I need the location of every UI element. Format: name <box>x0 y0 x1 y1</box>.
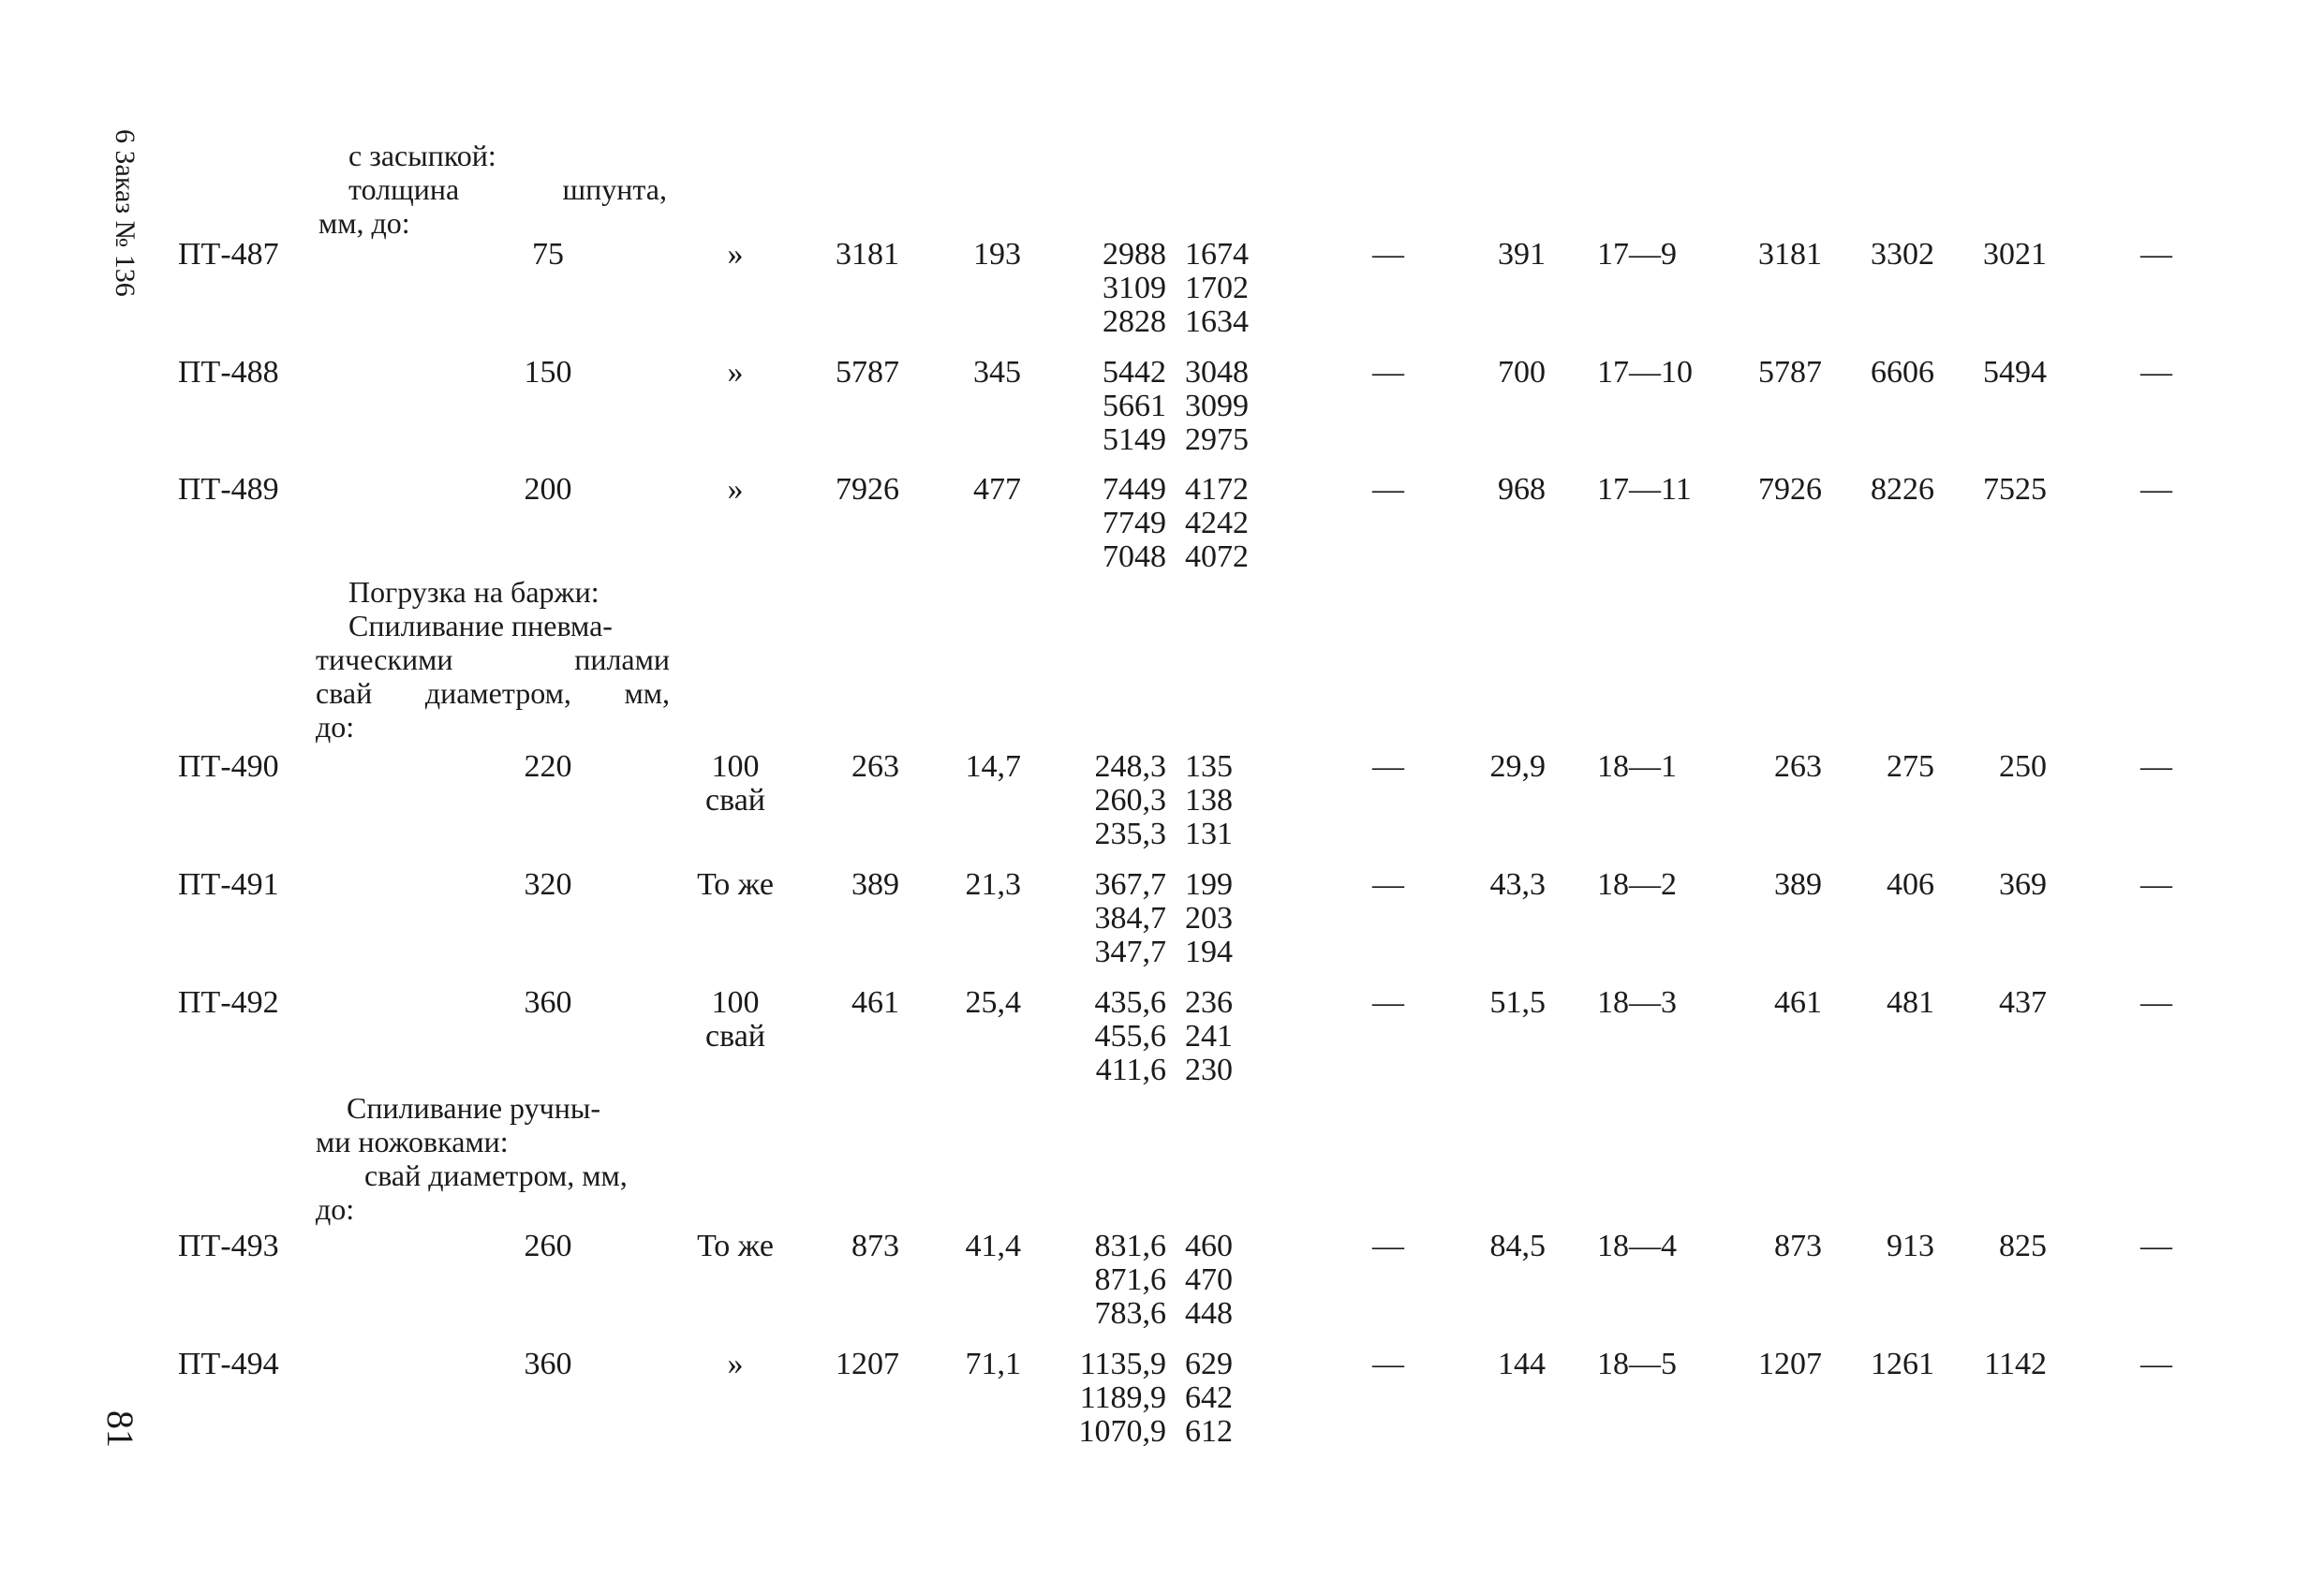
row-value-c10: 825 <box>1999 1229 2047 1263</box>
row-value-c4 <box>1185 986 1260 1087</box>
row-parameter: 220 <box>524 749 572 784</box>
row-value-c9: 8226 <box>1871 472 1934 507</box>
stacked-value: 783,6 <box>1094 1296 1166 1331</box>
stacked-value: 1634 <box>1185 304 1249 339</box>
stacked-value: 1702 <box>1185 271 1249 305</box>
stacked-value: 5442 <box>1103 355 1166 390</box>
row-value-c10: 7525 <box>1983 472 2047 507</box>
row-value-c9: 406 <box>1887 867 1934 902</box>
row-value-c6: 700 <box>1498 355 1546 390</box>
row-value-c8: 461 <box>1774 985 1822 1020</box>
stacked-value: 367,7 <box>1094 867 1166 902</box>
row-value-c5: — <box>1372 237 1404 272</box>
stacked-value: 411,6 <box>1095 1053 1166 1087</box>
row-value-c10: 437 <box>1999 985 2047 1020</box>
row-value-c3 <box>1035 750 1166 851</box>
row-value-c9: 3302 <box>1871 237 1934 272</box>
row-unit: То же <box>697 1229 774 1263</box>
row-value-c5: — <box>1372 472 1404 507</box>
row-parameter: 320 <box>524 867 572 902</box>
row-value-c7: 18—2 <box>1597 867 1677 902</box>
row-value-c1: 3181 <box>836 237 899 272</box>
row-value-c6: 84,5 <box>1489 1229 1546 1263</box>
row-value-c5: — <box>1372 749 1404 784</box>
stacked-value: 347,7 <box>1094 935 1166 969</box>
row-value-c8: 873 <box>1774 1229 1822 1263</box>
stacked-value: 612 <box>1185 1414 1233 1449</box>
row-value-c5: — <box>1372 355 1404 390</box>
row-code: ПТ-488 <box>178 355 279 390</box>
stacked-value: 460 <box>1185 1229 1233 1263</box>
row-value-c3 <box>1035 473 1166 574</box>
row-value-c1: 7926 <box>836 472 899 507</box>
row-value-c10: 3021 <box>1983 237 2047 272</box>
row-value-c11: — <box>2140 1347 2172 1381</box>
stacked-value: 1189,9 <box>1079 1380 1166 1415</box>
stacked-value: 5149 <box>1103 422 1166 457</box>
row-parameter: 200 <box>524 472 572 507</box>
row-value-c4 <box>1185 473 1260 574</box>
row-value-c3 <box>1035 986 1166 1087</box>
row-value-c10: 369 <box>1999 867 2047 902</box>
row-value-c2: 41,4 <box>965 1229 1021 1263</box>
section-line: свай диаметром, мм, <box>364 1158 628 1192</box>
row-code: ПТ-490 <box>178 749 279 784</box>
row-value-c6: 391 <box>1498 237 1546 272</box>
stacked-value: 4072 <box>1185 539 1249 574</box>
row-value-c7: 18—1 <box>1597 749 1677 784</box>
row-unit: » <box>727 355 744 390</box>
row-value-c9: 275 <box>1887 749 1934 784</box>
stacked-value: 235,3 <box>1094 817 1166 851</box>
order-note: 6 Заказ № 136 <box>110 129 141 297</box>
stacked-value: 199 <box>1185 867 1233 902</box>
row-value-c7: 18—3 <box>1597 985 1677 1020</box>
stacked-value: 260,3 <box>1094 783 1166 818</box>
stacked-value: 230 <box>1185 1053 1233 1087</box>
row-unit: » <box>727 1347 744 1381</box>
stacked-value: 203 <box>1185 901 1233 936</box>
row-value-c5: — <box>1372 1347 1404 1381</box>
row-value-c9: 913 <box>1887 1229 1934 1263</box>
row-unit: То же <box>697 867 774 902</box>
row-parameter: 360 <box>524 1347 572 1381</box>
row-value-c11: — <box>2140 867 2172 902</box>
stacked-value: 131 <box>1185 817 1233 851</box>
row-code: ПТ-494 <box>178 1347 279 1381</box>
row-code: ПТ-492 <box>178 985 279 1020</box>
row-value-c2: 345 <box>973 355 1021 390</box>
section-header-backfill <box>318 139 667 240</box>
row-value-c8: 7926 <box>1758 472 1822 507</box>
section-line: свай диаметром, мм, <box>316 676 670 710</box>
stacked-value: 4172 <box>1185 472 1249 507</box>
row-value-c1: 5787 <box>836 355 899 390</box>
row-value-c8: 389 <box>1774 867 1822 902</box>
row-value-c3 <box>1035 238 1166 339</box>
row-value-c5: — <box>1372 985 1404 1020</box>
row-value-c8: 3181 <box>1758 237 1822 272</box>
stacked-value: 435,6 <box>1094 985 1166 1020</box>
row-value-c6: 29,9 <box>1489 749 1546 784</box>
row-value-c3 <box>1035 868 1166 969</box>
section-line: толщина шпунта, <box>348 172 667 206</box>
row-value-c11: — <box>2140 237 2172 272</box>
section-line: мм, до: <box>318 206 410 240</box>
stacked-value: 2975 <box>1185 422 1249 457</box>
stacked-value: 4242 <box>1185 506 1249 540</box>
stacked-value: 5661 <box>1103 389 1166 423</box>
stacked-value: 7749 <box>1103 506 1166 540</box>
row-value-c8: 1207 <box>1758 1347 1822 1381</box>
stacked-value: 448 <box>1185 1296 1233 1331</box>
row-value-c4 <box>1185 1348 1260 1449</box>
row-value-c7: 18—5 <box>1597 1347 1677 1381</box>
row-value-c3 <box>1035 1230 1166 1331</box>
row-value-c1: 1207 <box>836 1347 899 1381</box>
row-value-c7: 17—10 <box>1597 355 1693 390</box>
section-line: до: <box>316 1192 355 1226</box>
stacked-value: 7449 <box>1103 472 1166 507</box>
stacked-value: 2828 <box>1103 304 1166 339</box>
row-value-c5: — <box>1372 1229 1404 1263</box>
stacked-value: 138 <box>1185 783 1233 818</box>
row-value-c6: 968 <box>1498 472 1546 507</box>
row-value-c4 <box>1185 1230 1260 1331</box>
row-value-c9: 481 <box>1887 985 1934 1020</box>
stacked-value: 871,6 <box>1094 1262 1166 1297</box>
stacked-value: 1135,9 <box>1079 1347 1166 1381</box>
stacked-value: 241 <box>1185 1019 1233 1054</box>
row-value-c1: 873 <box>851 1229 899 1263</box>
stacked-value: 3048 <box>1185 355 1249 390</box>
row-value-c10: 250 <box>1999 749 2047 784</box>
stacked-value: 384,7 <box>1094 901 1166 936</box>
section-line: с засыпкой: <box>348 139 496 172</box>
row-parameter: 75 <box>532 237 564 272</box>
row-value-c4 <box>1185 356 1260 457</box>
page-number: 81 <box>99 1410 141 1448</box>
row-unit: 100 свай <box>705 749 765 818</box>
row-code: ПТ-493 <box>178 1229 279 1263</box>
row-value-c7: 17—11 <box>1597 472 1692 507</box>
row-value-c2: 477 <box>973 472 1021 507</box>
row-value-c4 <box>1185 750 1260 851</box>
stacked-value: 2988 <box>1103 237 1166 272</box>
section-line: ми ножовками: <box>316 1125 509 1158</box>
stacked-value: 236 <box>1185 985 1233 1020</box>
section-line: Спиливание пневма- <box>348 609 613 642</box>
row-code: ПТ-487 <box>178 237 279 272</box>
row-value-c11: — <box>2140 749 2172 784</box>
row-value-c7: 17—9 <box>1597 237 1677 272</box>
row-value-c6: 51,5 <box>1489 985 1546 1020</box>
row-value-c2: 21,3 <box>965 867 1021 902</box>
row-value-c4 <box>1185 868 1260 969</box>
row-value-c9: 6606 <box>1871 355 1934 390</box>
row-unit: » <box>727 472 744 507</box>
stacked-value: 135 <box>1185 749 1233 784</box>
row-value-c3 <box>1035 1348 1166 1449</box>
row-value-c8: 5787 <box>1758 355 1822 390</box>
row-value-c8: 263 <box>1774 749 1822 784</box>
row-value-c11: — <box>2140 1229 2172 1263</box>
row-value-c4 <box>1185 238 1260 339</box>
row-parameter: 360 <box>524 985 572 1020</box>
row-value-c11: — <box>2140 355 2172 390</box>
stacked-value: 7048 <box>1103 539 1166 574</box>
row-value-c3 <box>1035 356 1166 457</box>
stacked-value: 1070,9 <box>1078 1414 1166 1449</box>
stacked-value: 470 <box>1185 1262 1233 1297</box>
section-header-hand-saw <box>316 1091 670 1226</box>
section-line: тическими пилами <box>316 642 670 676</box>
row-unit: 100 свай <box>705 985 765 1054</box>
row-value-c1: 263 <box>851 749 899 784</box>
stacked-value: 455,6 <box>1094 1019 1166 1054</box>
section-line: до: <box>316 710 355 744</box>
row-value-c11: — <box>2140 472 2172 507</box>
row-code: ПТ-491 <box>178 867 279 902</box>
section-header-barge-loading <box>316 575 670 744</box>
row-value-c9: 1261 <box>1871 1347 1934 1381</box>
stacked-value: 831,6 <box>1094 1229 1166 1263</box>
row-code: ПТ-489 <box>178 472 279 507</box>
row-value-c6: 144 <box>1498 1347 1546 1381</box>
row-value-c7: 18—4 <box>1597 1229 1677 1263</box>
stacked-value: 3099 <box>1185 389 1249 423</box>
stacked-value: 1674 <box>1185 237 1249 272</box>
row-value-c2: 14,7 <box>965 749 1021 784</box>
row-value-c10: 5494 <box>1983 355 2047 390</box>
row-unit: » <box>727 237 744 272</box>
row-value-c1: 389 <box>851 867 899 902</box>
row-value-c10: 1142 <box>1984 1347 2047 1381</box>
row-parameter: 260 <box>524 1229 572 1263</box>
stacked-value: 248,3 <box>1094 749 1166 784</box>
row-value-c2: 71,1 <box>965 1347 1021 1381</box>
row-parameter: 150 <box>524 355 572 390</box>
row-value-c2: 25,4 <box>965 985 1021 1020</box>
stacked-value: 642 <box>1185 1380 1233 1415</box>
stacked-value: 3109 <box>1103 271 1166 305</box>
stacked-value: 194 <box>1185 935 1233 969</box>
stacked-value: 629 <box>1185 1347 1233 1381</box>
section-line: Погрузка на баржи: <box>348 575 600 609</box>
row-value-c2: 193 <box>973 237 1021 272</box>
row-value-c11: — <box>2140 985 2172 1020</box>
row-value-c1: 461 <box>851 985 899 1020</box>
row-value-c6: 43,3 <box>1489 867 1546 902</box>
section-line: Спиливание ручны- <box>347 1091 600 1125</box>
row-value-c5: — <box>1372 867 1404 902</box>
